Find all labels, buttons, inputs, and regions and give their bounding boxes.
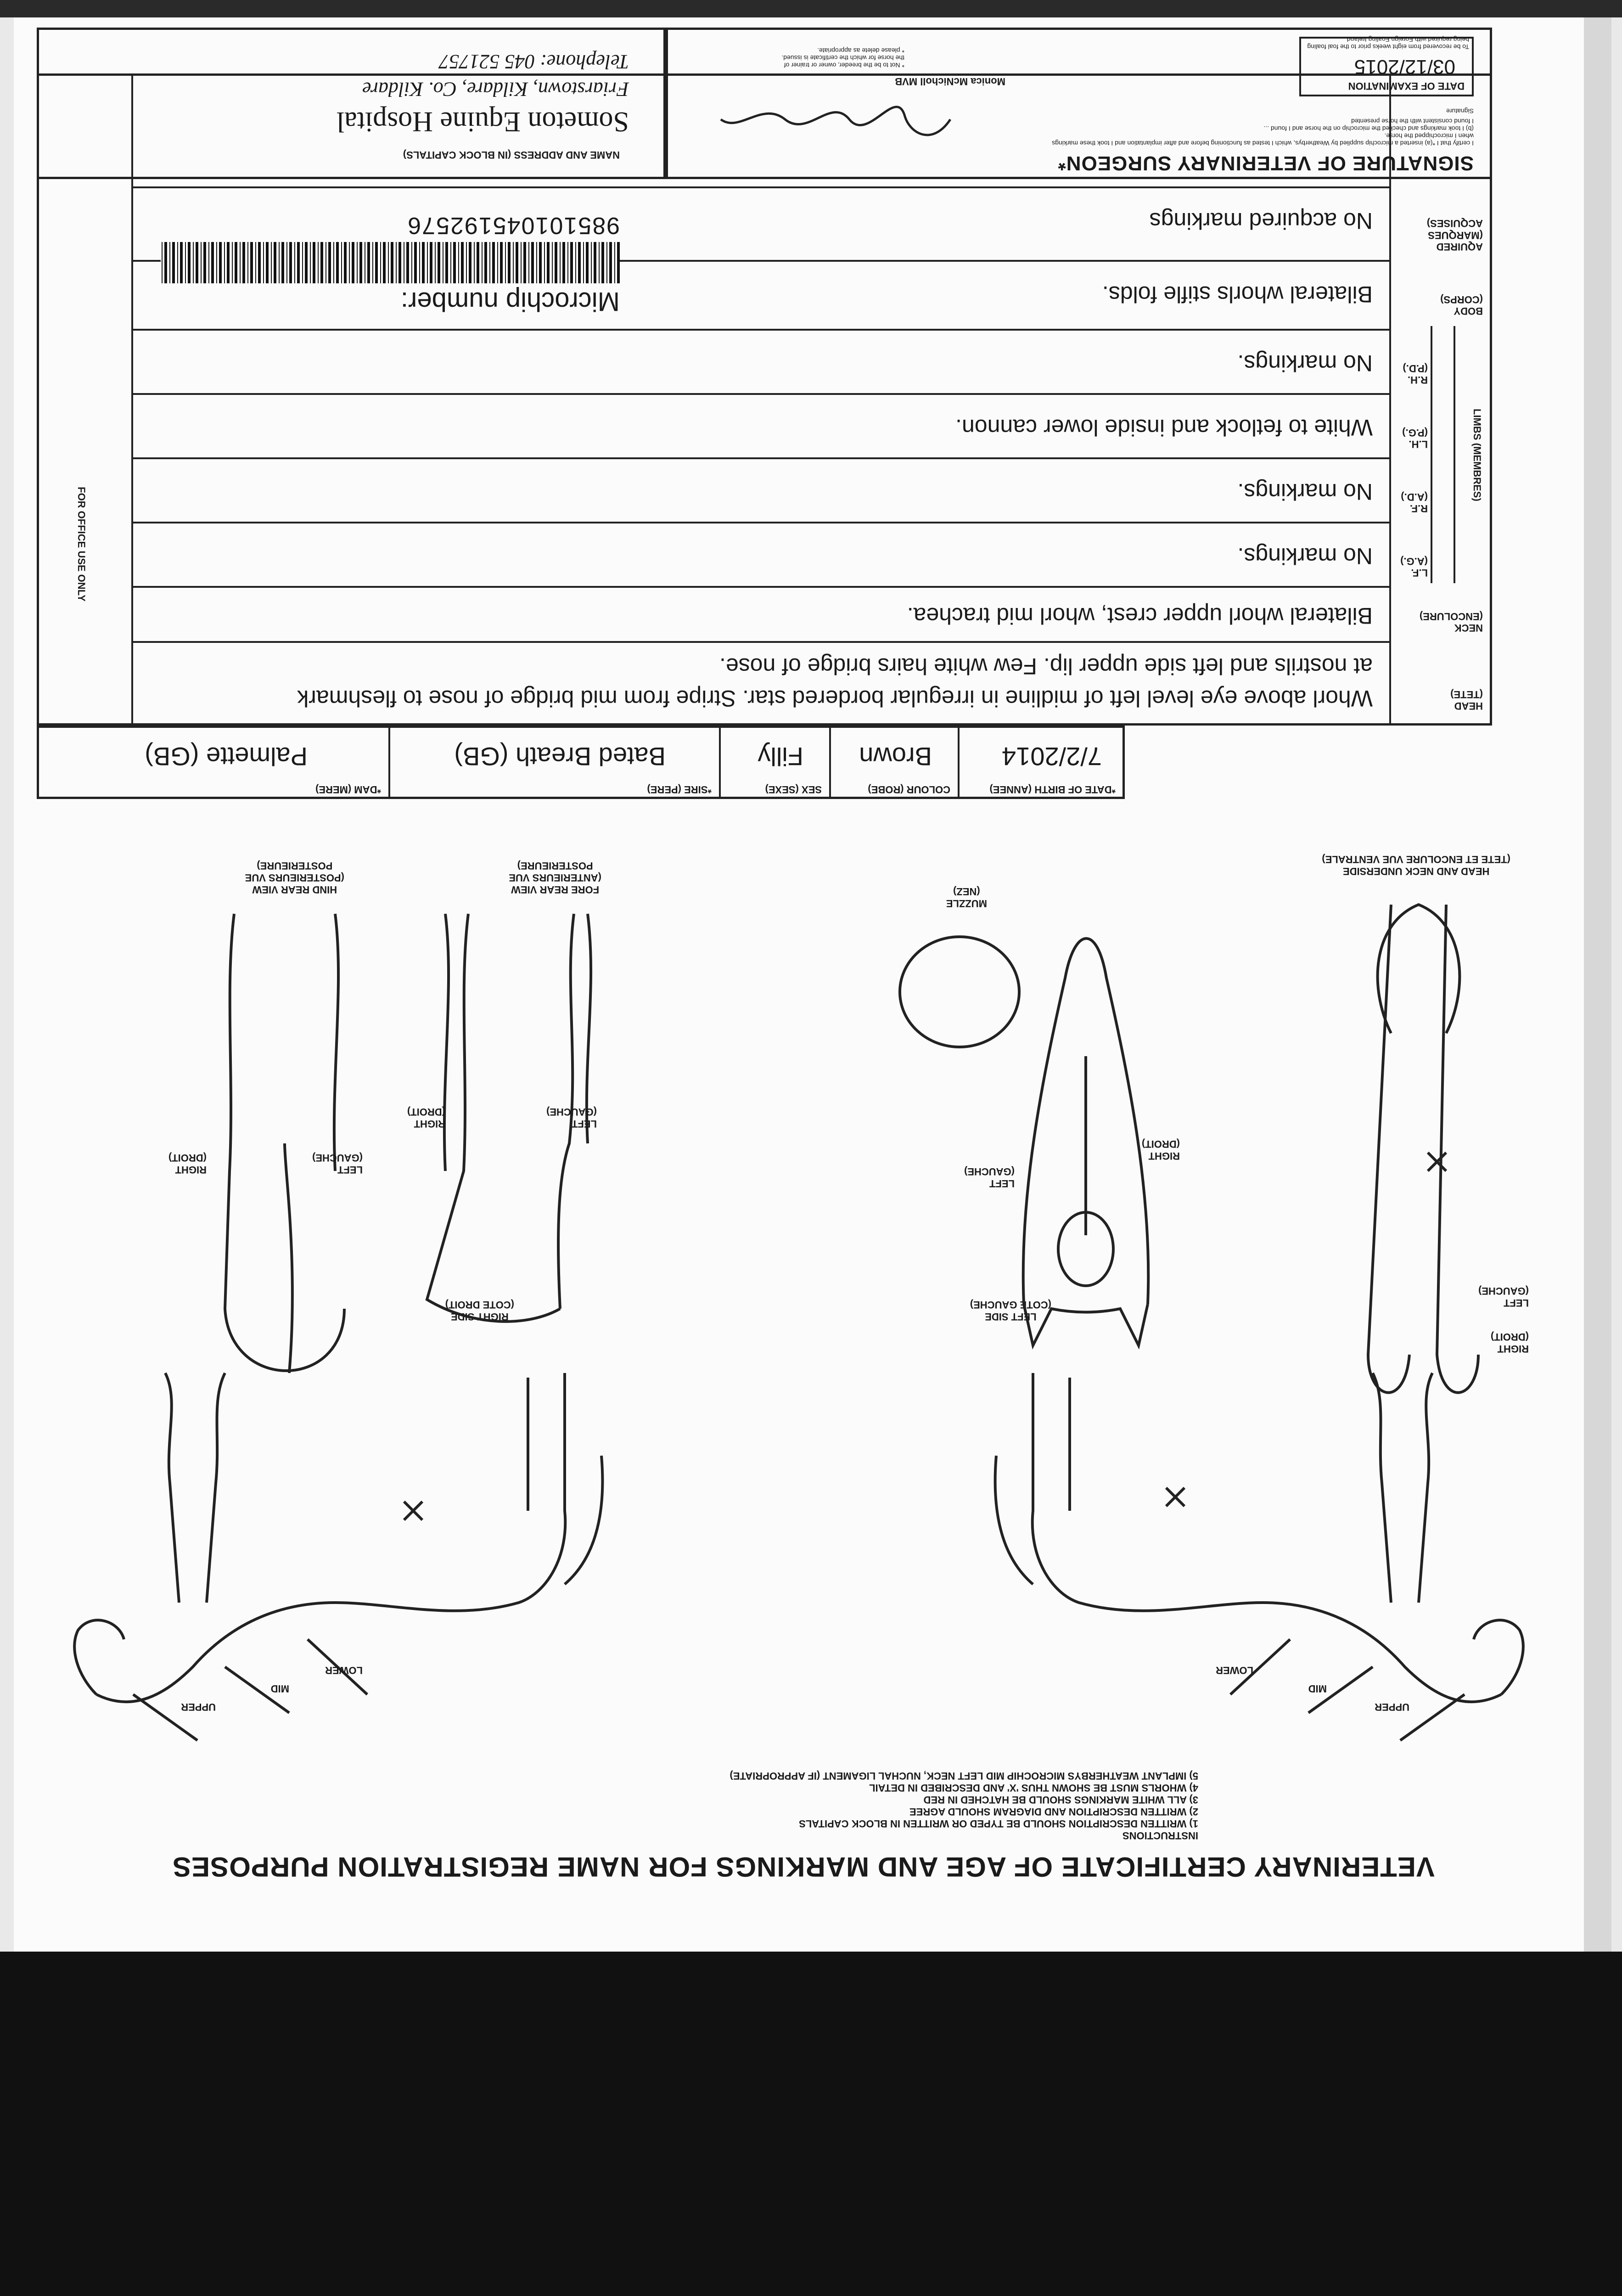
scan-top-shadow [0, 0, 1622, 17]
book-page-edge [1584, 17, 1611, 1952]
rf-row-text: No markings. [1237, 479, 1373, 505]
practice-telephone: Telephone: 045 521757 [439, 51, 629, 73]
acquired-row-text: No acquired markings [1149, 208, 1373, 234]
left-side-upper-label: UPPER [1375, 1701, 1409, 1713]
right-side-lower-label: LOWER [325, 1665, 363, 1676]
rh-row-label: R.H. (P.D.) [1403, 362, 1428, 386]
vet-signature [14, 17, 1584, 1952]
practice-name: Someton Equine Hospital [336, 106, 629, 137]
hind-rear-view-label: HIND REAR VIEW (POSTERIEURS VUE POSTERIEURE) [245, 860, 344, 895]
body-row-label: BODY (CORPS) [1440, 293, 1483, 317]
right-side-upper-label: UPPER [181, 1701, 216, 1713]
vet-name: Monica McNicholl MVB [895, 76, 1005, 87]
scan-dark-margin [0, 1952, 1622, 2296]
dam-label: *DAM (MERE) [315, 784, 381, 795]
fore-rear-view-label: FORE REAR VIEW (ANTERIEURS VUE POSTERIEURE) [509, 860, 601, 895]
dob-label: *DATE OF BIRTH (ANNEE) [989, 784, 1116, 795]
body-row-text: Bilateral whorls stifle folds. [1102, 281, 1373, 307]
exam-date-value: 03/12/2015 [1354, 56, 1455, 78]
microchip-label: Microchip number: [400, 287, 620, 316]
colour-value: Brown [859, 742, 932, 771]
dam-value: Palmette (GB) [145, 742, 308, 771]
name-address-label: NAME AND ADDRESS (IN BLOCK CAPITALS) [403, 149, 620, 161]
instruction-line-1: 1) WRITTEN DESCRIPTION SHOULD BE TYPED OR WRITTEN IN BLOCK CAPITALS [799, 1818, 1198, 1829]
instruction-line-5: 5) IMPLANT WEATHERBYS MICROCHIP MID LEFT NECK, NUCHAL LIGAMENT (IF APPROPRIATE) [730, 1770, 1198, 1782]
underside-right-label: RIGHT (DROIT) [1490, 1331, 1529, 1355]
microchip-number: 985101045192576 [407, 212, 620, 239]
hind-right-label: RIGHT (DROIT) [168, 1152, 207, 1176]
sire-label: *SIRE (PERE) [647, 784, 712, 795]
instruction-line-2: 2) WRITTEN DESCRIPTION AND DIAGRAM SHOULD AGREE [909, 1806, 1198, 1818]
neck-row-text: Bilateral whorl upper crest, whorl mid trachea. [907, 603, 1373, 629]
underside-left-label: LEFT (GAUCHE) [1478, 1285, 1529, 1309]
left-side-lower-label: LOWER [1216, 1665, 1253, 1676]
instruction-line-4: 4) WHORLS MUST BE SHOWN THUS 'X' AND DESCRIBED IN DETAIL [869, 1782, 1198, 1794]
acquired-row-label: AQUIRED (MARQUES ACQUISES) [1426, 218, 1483, 253]
limbs-label: LIMBS (MEMBRES) [1471, 409, 1483, 501]
lh-row-text: White to fetlock and inside lower cannon. [955, 415, 1373, 440]
hind-left-label: LEFT (GAUCHE) [312, 1152, 363, 1176]
rh-row-text: No markings. [1237, 350, 1373, 376]
rf-row-label: R.F. (A.D.) [1401, 491, 1428, 514]
lf-row-label: L.F. (A.G.) [1400, 555, 1428, 579]
neck-row-label: NECK (ENCOLURE) [1419, 610, 1483, 634]
sex-label: SEX (SEXE) [765, 784, 822, 795]
head-row-label: HEAD (TETE) [1450, 688, 1483, 712]
muzzle-label: MUZZLE (NEZ) [946, 886, 987, 909]
left-side-label: LEFT SIDE (COTE GAUCHE) [970, 1299, 1051, 1322]
head-left-label: LEFT (GAUCHE) [964, 1166, 1015, 1189]
head-neck-underside-label: HEAD AND NECK UNDERSIDE (TETE ET ENCOLURE VUE VENTRALE) [1322, 854, 1510, 877]
lh-row-label: L.H. (P.G.) [1402, 427, 1428, 450]
exam-notes: To be recovered from eight weeks prior to the foal foaling being required with Foreign Foaling Ireland [1307, 36, 1469, 51]
instruction-line-3: 3) ALL WHITE MARKINGS SHOULD BE HATCHED IN RED [923, 1794, 1198, 1806]
lf-row-text: No markings. [1237, 543, 1373, 569]
fore-left-label: LEFT (GAUCHE) [546, 1106, 597, 1130]
exam-date-label: DATE OF EXAMINATION [1348, 80, 1465, 92]
head-right-label: RIGHT (DROIT) [1141, 1138, 1180, 1162]
head-row-text: Whorl above eye level left of midline in irregular bordered star. Stripe from mid bridge of nose to fleshmark [297, 686, 1373, 711]
upside-down-form [14, 17, 1584, 1952]
instructions-heading: INSTRUCTIONS [1122, 1830, 1198, 1841]
office-use-label: FOR OFFICE USE ONLY [76, 487, 87, 602]
surgeon-footnotes: * Not to be the breeder, owner or trainer of the horse for which the certificate is issued. * please delete as appropriate. [781, 47, 904, 69]
fore-right-label: RIGHT (DROIT) [407, 1106, 445, 1130]
certificate-title: VETERINARY CERTIFICATE OF AGE AND MARKINGS FOR NAME REGISTRATION PURPOSES [172, 1851, 1435, 1882]
sire-value: Bated Breath (GB) [454, 742, 666, 771]
right-side-label: RIGHT SIDE (COTE DROIT) [445, 1299, 514, 1322]
left-side-mid-label: MID [1308, 1683, 1327, 1694]
surgeon-certification: I certify that I *(a) inserted a microchip supplied by Weatherbys, which I tested as functioning before and after implantation and I took these markings when I microchipped the horse. (b) I took markings and checked the microchip on the horse and I found ... I found consistent with the horse presented Signature [1052, 107, 1474, 147]
right-side-mid-label: MID [270, 1683, 289, 1694]
dob-value: 7/2/2014 [1002, 742, 1102, 771]
surgeon-heading: SIGNATURE OF VETERINARY SURGEON* [1057, 152, 1474, 174]
colour-label: COLOUR (ROBE) [868, 784, 950, 795]
head-row-text-2: at nostrils and left side upper lip. Few white hairs bridge of nose. [719, 653, 1373, 679]
sex-value: Filly [758, 742, 803, 771]
certificate-page [14, 17, 1584, 1952]
practice-address: Friarstown, Kildare, Co. Kildare [362, 78, 629, 101]
